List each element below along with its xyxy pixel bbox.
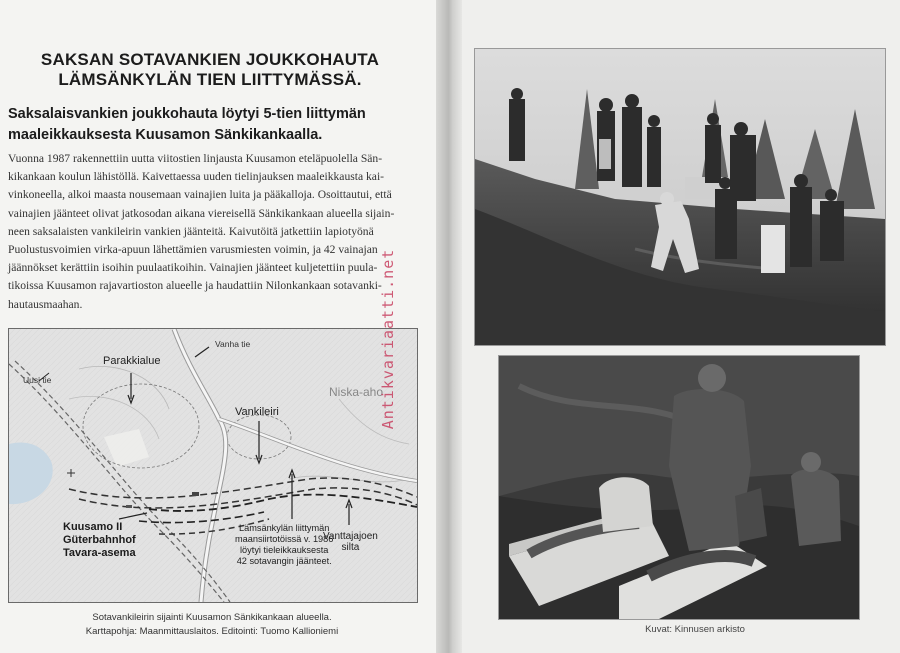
map-label-parakkialue: Parakkialue: [103, 355, 161, 367]
map-label-vanha-tie: Vanha tie: [215, 339, 251, 349]
map-label-uusi-tie: Uusi tie: [23, 375, 52, 385]
map-caption-line-2: Karttapohja: Maanmittauslaitos. Editointi: Tuomo Kallioniemi: [85, 626, 339, 637]
photo-2-graphic: [499, 356, 859, 619]
body-line: neen saksalaisten vankileirin vankien jäänteitä. Kaivutöitä jatkettiin lapiotyönä: [8, 224, 374, 238]
body-line: Puolustusvoimien virka-apuun lähettämien varusmiesten voimin, ja 42 vainajan: [8, 243, 378, 257]
watermark-text: Antikvariaatti.net: [379, 248, 397, 430]
body-line: vinkoneella, alkoi maasta nousemaan vainajien luita ja pääkalloja. Osoittautui, että: [8, 188, 392, 202]
map-caption-line-1: Sotavankileirin sijainti Kuusamon Sänkikankaan alueella.: [92, 612, 332, 623]
article-body: [8, 150, 428, 314]
station-line-3: Tavara-asema: [63, 547, 136, 559]
junction-line-4: 42 sotavangin jäänteet.: [236, 556, 332, 566]
body-line: Vuonna 1987 rakennettiin uutta viitostien linjausta Kuusamon eteläpuolella Sän-: [8, 152, 383, 165]
subtitle-line-1: Saksalaisvankien joukkohauta löytyi 5-tien liittymän: [8, 106, 366, 122]
bridge-line-1: Vanttajajoen: [323, 531, 378, 542]
junction-line-3: löytyi tieleikkauksesta: [240, 545, 329, 555]
article-subtitle: [8, 104, 428, 146]
excavation-photo-2: [498, 355, 860, 620]
map-label-niska-aho: Niska-aho: [329, 385, 384, 399]
body-line: vainajien jäänteet olivat jatkosodan aikana viereisellä Sänkikankaan alueella sijain-: [8, 206, 395, 220]
article-title: [30, 50, 390, 90]
watermark-stamp: [376, 240, 396, 440]
sack: [599, 477, 653, 532]
subtitle-line-2: maaleikkauksesta Kuusamon Sänkikankaalla.: [8, 127, 323, 143]
junction-line-2: maansiirtotöissä v. 1986: [235, 534, 334, 544]
map-label-junction: [235, 523, 333, 567]
map-label-station: [63, 521, 136, 560]
junction-line-1: Lämsänkylän liittymän: [239, 523, 330, 533]
title-line-2: LÄMSÄNKYLÄN TIEN LIITTYMÄSSÄ.: [58, 70, 362, 89]
excavation-photo-1: [474, 48, 886, 346]
map-caption: [8, 611, 416, 639]
map-graphic: [9, 329, 417, 602]
book-gutter: [436, 0, 464, 653]
location-map: [8, 328, 418, 603]
title-line-1: SAKSAN SOTAVANKIEN JOUKKOHAUTA: [40, 50, 380, 69]
photo-caption: Kuvat: Kinnusen arkisto: [645, 624, 745, 635]
body-line: hautausmaahan.: [8, 297, 83, 311]
bridge-line-2: silta: [341, 542, 360, 553]
station-line-1: Kuusamo II: [63, 521, 123, 533]
map-label-bridge: [323, 531, 378, 553]
building-marker: [126, 505, 132, 508]
body-line: kikankaan koulun lähistöllä. Kaivettaessa uuden tielinjauksen maaleikkausta kai-: [8, 170, 385, 184]
photo-1-graphic: [475, 49, 885, 345]
map-label-vankileiri: Vankileiri: [235, 406, 279, 418]
building-marker: [192, 492, 199, 496]
body-line: jäännökset kerättiin isoihin puulaatikoihin. Vainajien jäänteet kuljetettiin puula-: [8, 261, 378, 275]
body-line: tikoissa Kuusamon rajavartioston alueelle ja haudattiin Nilonkankaan sotavanki-: [8, 279, 382, 293]
station-line-2: Güterbahnhof: [63, 534, 136, 546]
